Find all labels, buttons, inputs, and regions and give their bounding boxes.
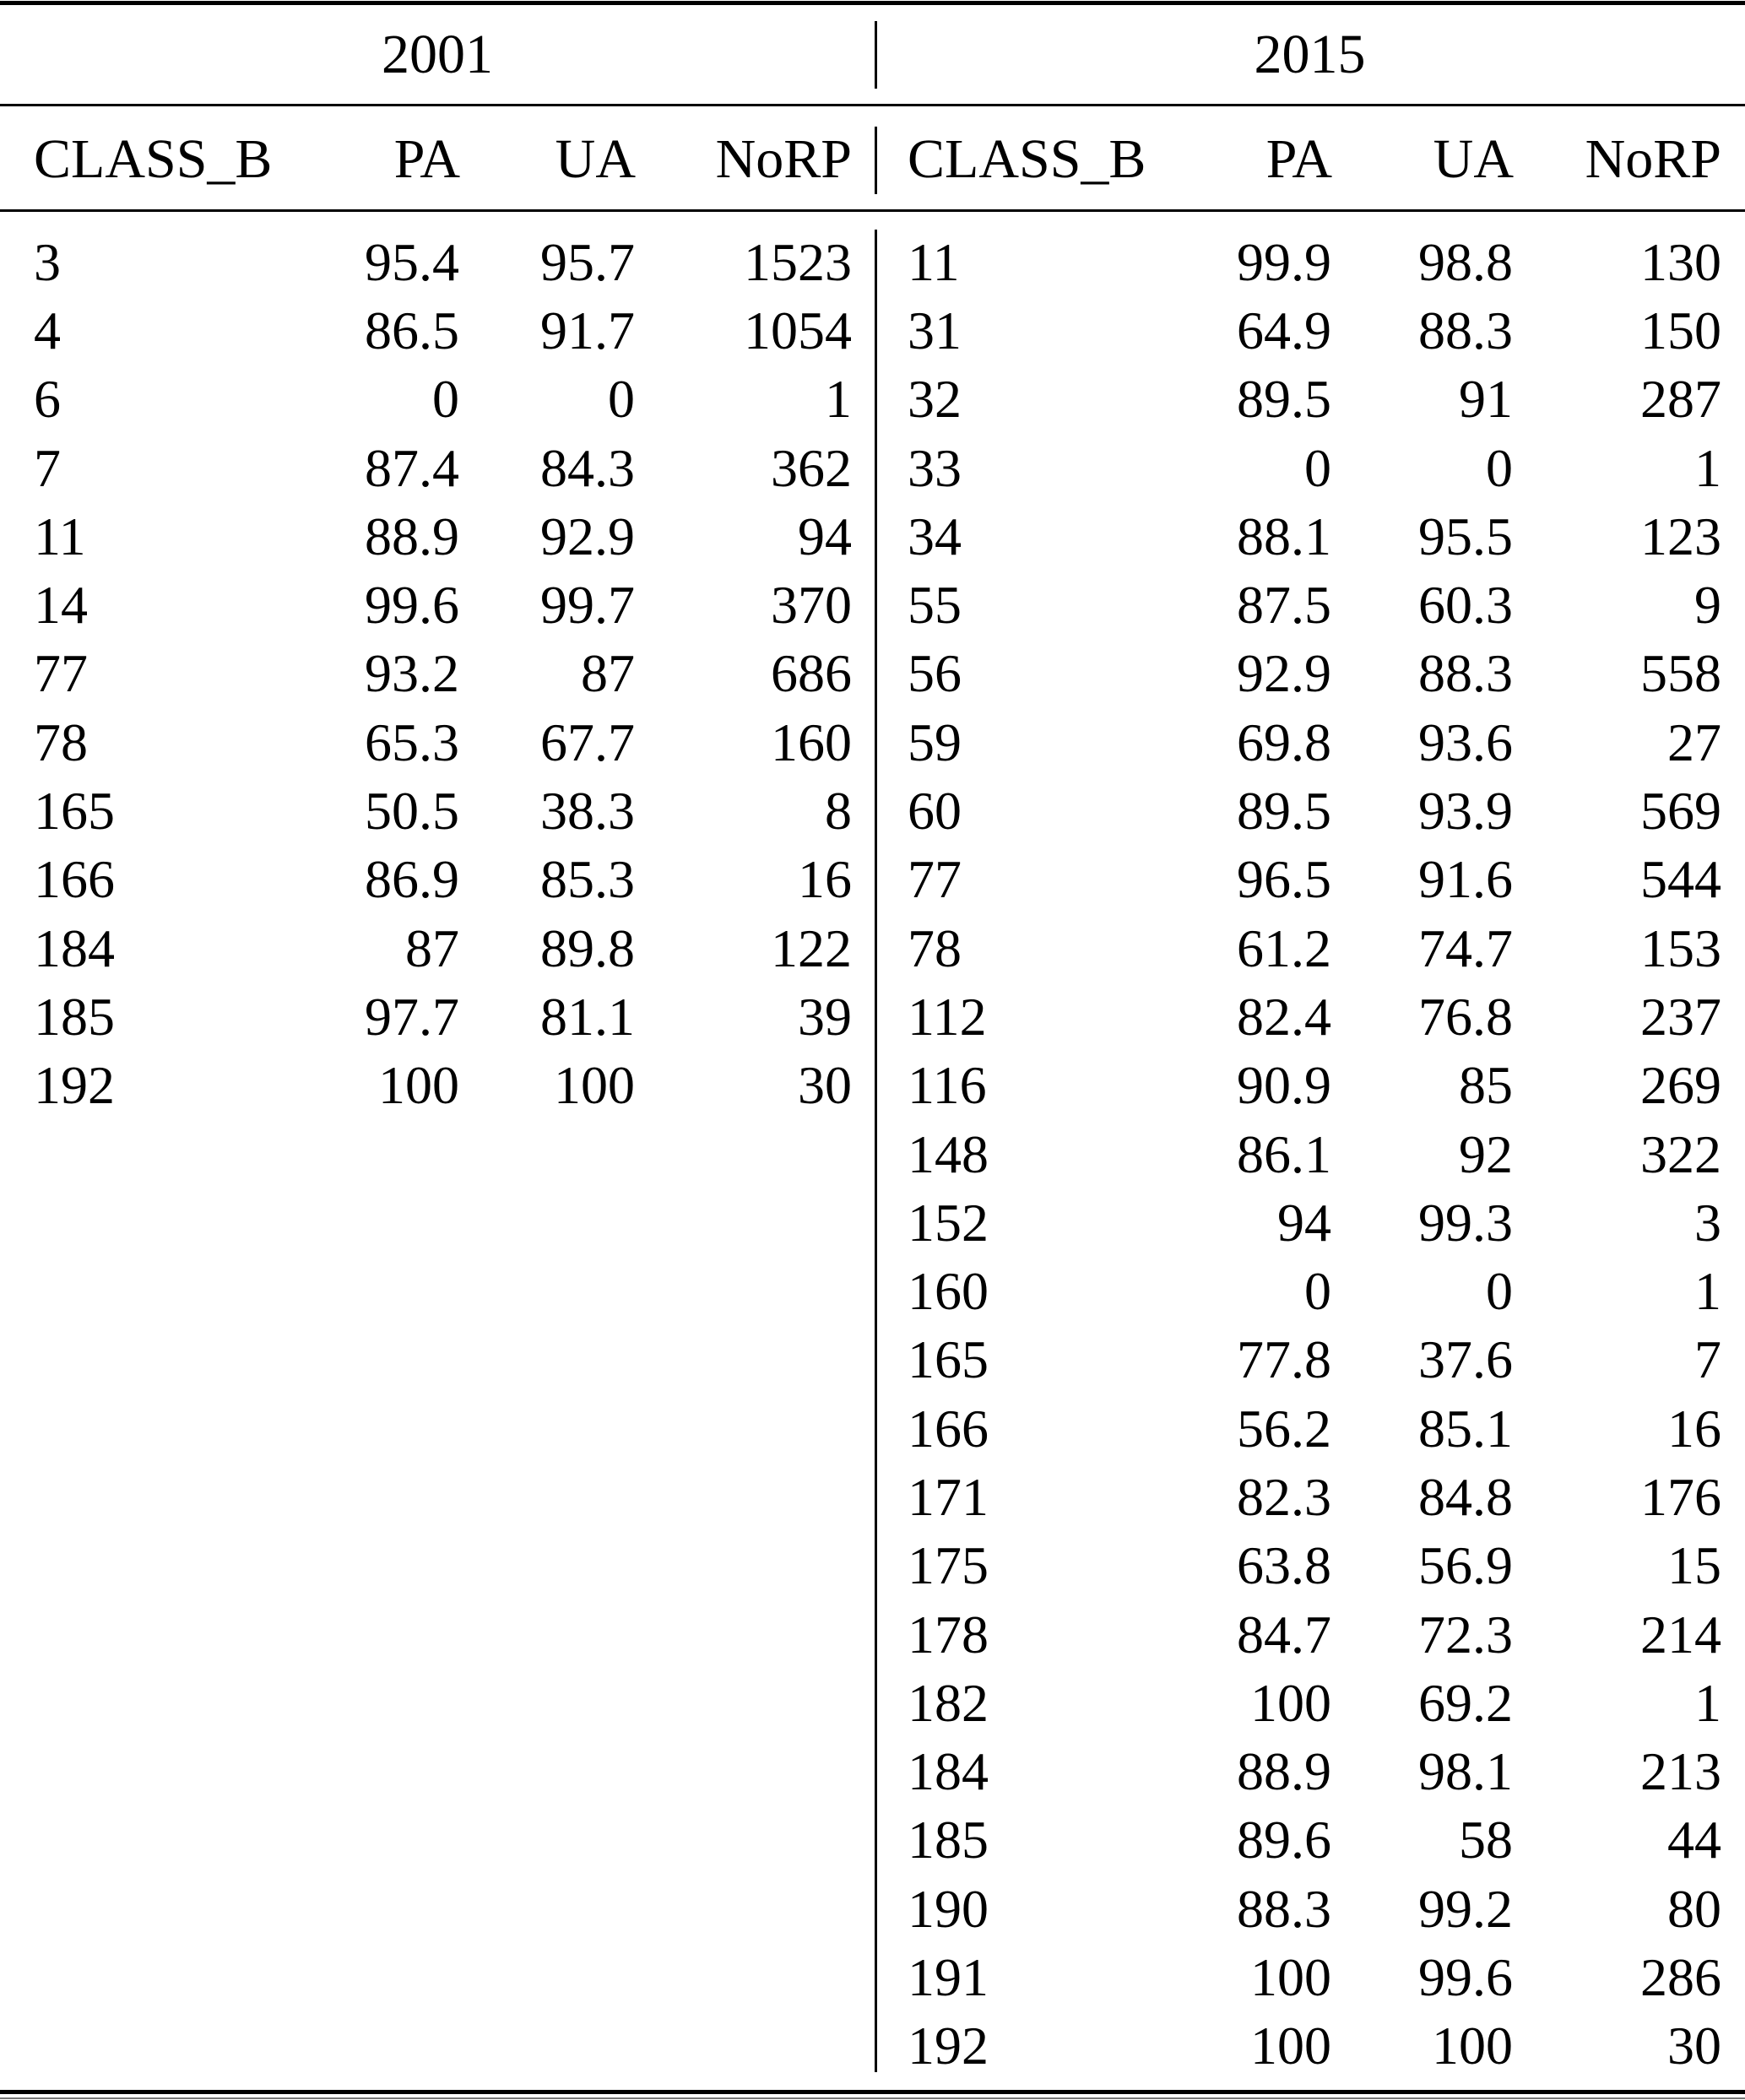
cell-left-class-b	[0, 1806, 333, 1875]
cell-left-ua: 38.3	[540, 781, 635, 842]
cell-right-ua: 100	[1432, 2016, 1513, 2076]
cell-left-norp	[636, 1257, 875, 1325]
cell-left-class-b: 192	[34, 1055, 115, 1116]
cell-right-class-b: 182	[908, 1672, 989, 1733]
cell-left-norp: 94	[798, 506, 852, 566]
cell-right-pa: 88.9	[1237, 1741, 1331, 1802]
column-header-pa-right: PA	[1265, 127, 1332, 190]
table-row	[0, 1600, 1745, 1669]
accuracy-table	[0, 228, 1745, 2081]
cell-left-pa	[333, 1669, 460, 1737]
cell-left-ua	[460, 1257, 636, 1325]
cell-left-norp: 1054	[744, 300, 852, 360]
column-header-ua-right: UA	[1433, 127, 1514, 190]
cell-left-ua: 99.7	[540, 575, 635, 636]
cell-left-pa: 100	[378, 1055, 459, 1116]
cell-left-class-b: 6	[34, 369, 61, 430]
data-rows	[0, 228, 1745, 2081]
table-row	[0, 1806, 1745, 1875]
table-row	[0, 777, 1745, 845]
cell-right-norp: 15	[1667, 1535, 1721, 1596]
cell-right-ua: 0	[1486, 1261, 1513, 1322]
cell-right-ua: 91	[1459, 369, 1513, 430]
cell-left-norp	[636, 1600, 875, 1669]
cell-left-pa	[333, 1120, 460, 1188]
table-row	[0, 1326, 1745, 1394]
cell-right-norp: 80	[1667, 1878, 1721, 1939]
cell-right-class-b: 178	[908, 1604, 989, 1664]
cell-left-ua	[460, 1738, 636, 1806]
cell-right-pa: 100	[1250, 1947, 1331, 2008]
cell-left-class-b: 166	[34, 849, 115, 910]
table-row	[0, 1257, 1745, 1325]
cell-right-ua: 98.1	[1418, 1741, 1513, 1802]
cell-right-norp: 1	[1694, 1672, 1721, 1733]
cell-left-class-b	[0, 1188, 333, 1257]
cell-left-class-b	[0, 1600, 333, 1669]
cell-right-pa: 86.1	[1237, 1123, 1331, 1184]
cell-right-norp: 569	[1640, 781, 1721, 842]
cell-right-ua: 85	[1459, 1055, 1513, 1116]
cell-right-pa: 89.5	[1237, 369, 1331, 430]
cell-left-pa: 86.5	[365, 300, 459, 360]
year-header-row	[0, 5, 1745, 104]
year-label-left: 2001	[382, 23, 493, 85]
cell-right-norp: 237	[1640, 986, 1721, 1047]
cell-right-pa: 99.9	[1237, 231, 1331, 292]
table-row	[0, 1394, 1745, 1463]
cell-left-class-b	[0, 1875, 333, 1943]
cell-left-ua	[460, 2012, 636, 2081]
table-row	[0, 1875, 1745, 1943]
cell-right-class-b: 148	[908, 1123, 989, 1184]
cell-left-ua	[460, 1188, 636, 1257]
cell-left-pa	[333, 1738, 460, 1806]
cell-left-pa	[333, 1600, 460, 1669]
cell-right-class-b: 175	[908, 1535, 989, 1596]
cell-right-pa: 0	[1304, 437, 1331, 498]
bottom-rule-echo	[0, 2097, 1745, 2099]
cell-left-class-b	[0, 1943, 333, 2011]
cell-left-norp	[636, 1120, 875, 1188]
table-row	[0, 365, 1745, 434]
cell-left-pa	[333, 1532, 460, 1600]
cell-left-class-b: 77	[34, 643, 88, 704]
cell-right-pa: 90.9	[1237, 1055, 1331, 1116]
cell-right-ua: 74.7	[1418, 917, 1513, 978]
cell-right-class-b: 60	[908, 781, 962, 842]
cell-left-pa: 93.2	[365, 643, 459, 704]
table-row	[0, 1052, 1745, 1120]
cell-right-pa: 88.3	[1237, 1878, 1331, 1939]
cell-left-ua: 87	[581, 643, 635, 704]
cell-left-ua: 89.8	[540, 917, 635, 978]
table-row	[0, 1532, 1745, 1600]
cell-right-pa: 96.5	[1237, 849, 1331, 910]
cell-left-class-b: 11	[34, 506, 86, 566]
cell-right-ua: 37.6	[1418, 1329, 1513, 1390]
cell-right-class-b: 78	[908, 917, 962, 978]
cell-right-norp: 176	[1640, 1466, 1721, 1527]
cell-left-pa	[333, 1875, 460, 1943]
cell-right-norp: 287	[1640, 369, 1721, 430]
cell-right-pa: 100	[1250, 1672, 1331, 1733]
cell-left-norp: 1523	[744, 231, 852, 292]
table-row	[0, 914, 1745, 982]
cell-left-norp	[636, 1875, 875, 1943]
cell-left-ua	[460, 1463, 636, 1531]
cell-left-norp: 686	[771, 643, 852, 704]
table-row	[0, 640, 1745, 708]
cell-left-norp: 8	[825, 781, 852, 842]
cell-right-pa: 63.8	[1237, 1535, 1331, 1596]
cell-right-norp: 544	[1640, 849, 1721, 910]
cell-right-pa: 69.8	[1237, 712, 1331, 772]
cell-right-pa: 84.7	[1237, 1604, 1331, 1664]
cell-left-pa: 99.6	[365, 575, 459, 636]
cell-right-ua: 95.5	[1418, 506, 1513, 566]
cell-left-class-b	[0, 1394, 333, 1463]
cell-left-ua: 100	[554, 1055, 635, 1116]
cell-left-ua	[460, 1943, 636, 2011]
cell-left-pa	[333, 1463, 460, 1531]
cell-right-pa: 64.9	[1237, 300, 1331, 360]
cell-right-pa: 89.6	[1237, 1810, 1331, 1870]
cell-right-ua: 93.9	[1418, 781, 1513, 842]
cell-left-ua: 91.7	[540, 300, 635, 360]
cell-left-class-b	[0, 1532, 333, 1600]
cell-right-norp: 30	[1667, 2016, 1721, 2076]
table-row	[0, 708, 1745, 777]
cell-left-class-b: 3	[34, 231, 61, 292]
cell-right-class-b: 33	[908, 437, 962, 498]
cell-left-class-b	[0, 1257, 333, 1325]
cell-left-ua: 85.3	[540, 849, 635, 910]
cell-right-class-b: 11	[908, 231, 960, 292]
cell-left-ua: 81.1	[540, 986, 635, 1047]
cell-left-pa	[333, 1394, 460, 1463]
cell-left-norp: 370	[771, 575, 852, 636]
cell-left-ua	[460, 1532, 636, 1600]
cell-left-class-b	[0, 1326, 333, 1394]
cell-left-class-b: 165	[34, 781, 115, 842]
cell-right-ua: 69.2	[1418, 1672, 1513, 1733]
cell-left-norp	[636, 1806, 875, 1875]
column-header-pa-left: PA	[393, 127, 460, 190]
cell-right-norp: 150	[1640, 300, 1721, 360]
cell-left-pa: 87	[405, 917, 459, 978]
table-row	[0, 1943, 1745, 2011]
table-row	[0, 1120, 1745, 1188]
cell-left-pa: 95.4	[365, 231, 459, 292]
cell-right-pa: 92.9	[1237, 643, 1331, 704]
cell-left-ua	[460, 1394, 636, 1463]
cell-right-ua: 72.3	[1418, 1604, 1513, 1664]
cell-left-pa	[333, 1257, 460, 1325]
cell-left-norp	[636, 2012, 875, 2081]
cell-right-class-b: 192	[908, 2016, 989, 2076]
cell-right-class-b: 56	[908, 643, 962, 704]
cell-right-pa: 77.8	[1237, 1329, 1331, 1390]
cell-left-pa: 97.7	[365, 986, 459, 1047]
cell-left-class-b	[0, 1738, 333, 1806]
cell-right-class-b: 191	[908, 1947, 989, 2008]
cell-right-ua: 58	[1459, 1810, 1513, 1870]
cell-left-pa	[333, 1806, 460, 1875]
cell-right-norp: 1	[1694, 1261, 1721, 1322]
cell-left-norp: 160	[771, 712, 852, 772]
cell-right-class-b: 34	[908, 506, 962, 566]
cell-left-ua	[460, 1806, 636, 1875]
cell-right-norp: 9	[1694, 575, 1721, 636]
cell-right-ua: 99.2	[1418, 1878, 1513, 1939]
cell-right-class-b: 112	[908, 986, 987, 1047]
cell-right-norp: 269	[1640, 1055, 1721, 1116]
cell-right-norp: 322	[1640, 1123, 1721, 1184]
cell-left-norp	[636, 1326, 875, 1394]
cell-right-norp: 3	[1694, 1192, 1721, 1253]
cell-left-norp: 30	[798, 1055, 852, 1116]
cell-right-norp: 130	[1640, 231, 1721, 292]
cell-left-class-b: 14	[34, 575, 88, 636]
cell-left-norp	[636, 1669, 875, 1737]
column-header-norp-left: NoRP	[715, 127, 852, 190]
cell-left-ua	[460, 1600, 636, 1669]
cell-right-class-b: 190	[908, 1878, 989, 1939]
table-row	[0, 571, 1745, 639]
cell-right-class-b: 185	[908, 1810, 989, 1870]
cell-right-class-b: 171	[908, 1466, 989, 1527]
cell-right-class-b: 165	[908, 1329, 989, 1390]
cell-right-ua: 85.1	[1418, 1398, 1513, 1459]
cell-right-ua: 60.3	[1418, 575, 1513, 636]
cell-right-pa: 100	[1250, 2016, 1331, 2076]
cell-left-norp	[636, 1463, 875, 1531]
cell-right-ua: 99.3	[1418, 1192, 1513, 1253]
cell-right-norp: 214	[1640, 1604, 1721, 1664]
cell-right-ua: 88.3	[1418, 300, 1513, 360]
cell-right-ua: 0	[1486, 437, 1513, 498]
table-row	[0, 1463, 1745, 1531]
cell-right-norp: 558	[1640, 643, 1721, 704]
cell-left-class-b: 7	[34, 437, 61, 498]
cell-left-pa	[333, 1943, 460, 2011]
cell-right-ua: 93.6	[1418, 712, 1513, 772]
cell-right-norp: 1	[1694, 437, 1721, 498]
cell-left-ua: 92.9	[540, 506, 635, 566]
bottom-rule	[0, 2090, 1745, 2094]
year-header-rule	[0, 104, 1745, 106]
cell-left-ua	[460, 1669, 636, 1737]
cell-right-pa: 0	[1304, 1261, 1331, 1322]
cell-left-norp	[636, 1532, 875, 1600]
cell-left-ua: 95.7	[540, 231, 635, 292]
cell-right-ua: 88.3	[1418, 643, 1513, 704]
cell-right-class-b: 166	[908, 1398, 989, 1459]
cell-right-pa: 88.1	[1237, 506, 1331, 566]
cell-left-pa: 0	[432, 369, 459, 430]
cell-left-pa	[333, 1326, 460, 1394]
cell-right-norp: 16	[1667, 1398, 1721, 1459]
cell-left-class-b	[0, 1120, 333, 1188]
table-row	[0, 2012, 1745, 2081]
cell-right-norp: 27	[1667, 712, 1721, 772]
cell-right-class-b: 55	[908, 575, 962, 636]
cell-left-class-b: 185	[34, 986, 115, 1047]
table-row	[0, 1669, 1745, 1737]
cell-left-class-b: 78	[34, 712, 88, 772]
cell-left-ua	[460, 1326, 636, 1394]
table-row	[0, 1188, 1745, 1257]
cell-left-norp: 362	[771, 437, 852, 498]
cell-right-norp: 44	[1667, 1810, 1721, 1870]
cell-left-norp: 39	[798, 986, 852, 1047]
table-row	[0, 1738, 1745, 1806]
cell-right-ua: 56.9	[1418, 1535, 1513, 1596]
cell-right-class-b: 77	[908, 849, 962, 910]
cell-right-norp: 153	[1640, 917, 1721, 978]
cell-left-pa	[333, 2012, 460, 2081]
cell-right-class-b: 160	[908, 1261, 989, 1322]
cell-right-class-b: 116	[908, 1055, 987, 1116]
cell-left-pa: 88.9	[365, 506, 459, 566]
cell-left-norp	[636, 1943, 875, 2011]
cell-right-ua: 76.8	[1418, 986, 1513, 1047]
cell-left-norp: 16	[798, 849, 852, 910]
cell-left-class-b: 184	[34, 917, 115, 978]
cell-right-pa: 94	[1277, 1192, 1331, 1253]
table-row	[0, 434, 1745, 502]
cell-left-class-b	[0, 2012, 333, 2081]
data-area	[0, 213, 1745, 2081]
cell-left-ua	[460, 1875, 636, 1943]
cell-right-pa: 89.5	[1237, 781, 1331, 842]
cell-left-ua	[460, 1120, 636, 1188]
cell-right-pa: 82.3	[1237, 1466, 1331, 1527]
cell-left-pa: 65.3	[365, 712, 459, 772]
year-label-right: 2015	[1254, 23, 1366, 85]
cell-right-pa: 82.4	[1237, 986, 1331, 1047]
cell-right-ua: 91.6	[1418, 849, 1513, 910]
cell-left-pa: 87.4	[365, 437, 459, 498]
table-row	[0, 846, 1745, 914]
cell-left-ua: 84.3	[540, 437, 635, 498]
cell-right-class-b: 32	[908, 369, 962, 430]
cell-left-class-b	[0, 1463, 333, 1531]
cell-right-norp: 286	[1640, 1947, 1721, 2008]
cell-left-norp	[636, 1188, 875, 1257]
cell-right-pa: 56.2	[1237, 1398, 1331, 1459]
cell-left-norp	[636, 1738, 875, 1806]
column-header-norp-right: NoRP	[1585, 127, 1721, 190]
cell-right-norp: 213	[1640, 1741, 1721, 1802]
cell-right-ua: 84.8	[1418, 1466, 1513, 1527]
cell-left-ua: 67.7	[540, 712, 635, 772]
cell-right-pa: 61.2	[1237, 917, 1331, 978]
cell-right-norp: 123	[1640, 506, 1721, 566]
cell-left-norp	[636, 1394, 875, 1463]
cell-right-ua: 92	[1459, 1123, 1513, 1184]
cell-right-pa: 87.5	[1237, 575, 1331, 636]
cell-right-class-b: 184	[908, 1741, 989, 1802]
cell-right-class-b: 59	[908, 712, 962, 772]
cell-right-norp: 7	[1694, 1329, 1721, 1390]
column-header-row	[0, 109, 1745, 209]
cell-left-ua: 0	[608, 369, 635, 430]
cell-left-pa: 50.5	[365, 781, 459, 842]
column-header-rule	[0, 209, 1745, 212]
column-header-class-b-left: CLASS_B	[34, 127, 273, 190]
cell-left-class-b: 4	[34, 300, 61, 360]
cell-left-pa: 86.9	[365, 849, 459, 910]
column-header-ua-left: UA	[555, 127, 636, 190]
cell-right-ua: 98.8	[1418, 231, 1513, 292]
cell-right-class-b: 31	[908, 300, 962, 360]
column-header-class-b-right: CLASS_B	[908, 127, 1146, 190]
table-row	[0, 296, 1745, 365]
table-row	[0, 502, 1745, 571]
cell-right-ua: 99.6	[1418, 1947, 1513, 2008]
table-row	[0, 228, 1745, 296]
cell-left-pa	[333, 1188, 460, 1257]
cell-left-norp: 1	[825, 369, 852, 430]
table-row	[0, 982, 1745, 1051]
cell-left-class-b	[0, 1669, 333, 1737]
cell-right-class-b: 152	[908, 1192, 989, 1253]
cell-left-norp: 122	[771, 917, 852, 978]
